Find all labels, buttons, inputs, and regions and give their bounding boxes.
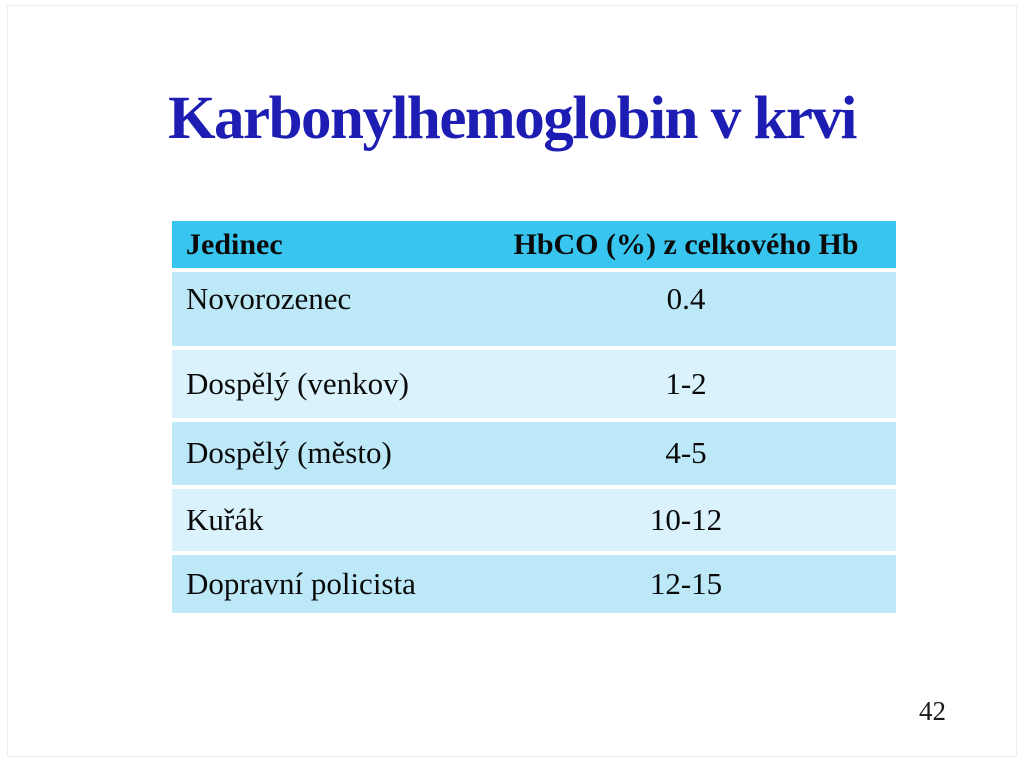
table-header-jedinec: Jedinec	[186, 228, 283, 261]
row-value: 0.4	[666, 281, 706, 316]
row-label: Novorozenec	[186, 281, 352, 316]
table-header-hbco: HbCO (%) z celkového Hb	[513, 228, 859, 261]
table-row	[172, 489, 896, 551]
row-value: 1-2	[665, 365, 707, 401]
slide-title: Karbonylhemoglobin v krvi	[168, 84, 856, 152]
table-row	[172, 350, 896, 418]
table-header-row	[172, 221, 896, 268]
row-label: Dospělý (město)	[186, 435, 392, 471]
row-label: Dospělý (venkov)	[186, 365, 409, 401]
hbco-table	[172, 221, 896, 613]
table-row	[172, 555, 896, 613]
row-label: Dopravní policista	[186, 565, 416, 601]
table-row	[172, 422, 896, 485]
row-value: 12-15	[649, 565, 723, 601]
row-value: 4-5	[665, 435, 707, 471]
row-label: Kuřák	[186, 501, 264, 537]
row-value: 10-12	[649, 501, 723, 537]
table-row	[172, 272, 896, 346]
page-number: 42	[919, 696, 946, 726]
